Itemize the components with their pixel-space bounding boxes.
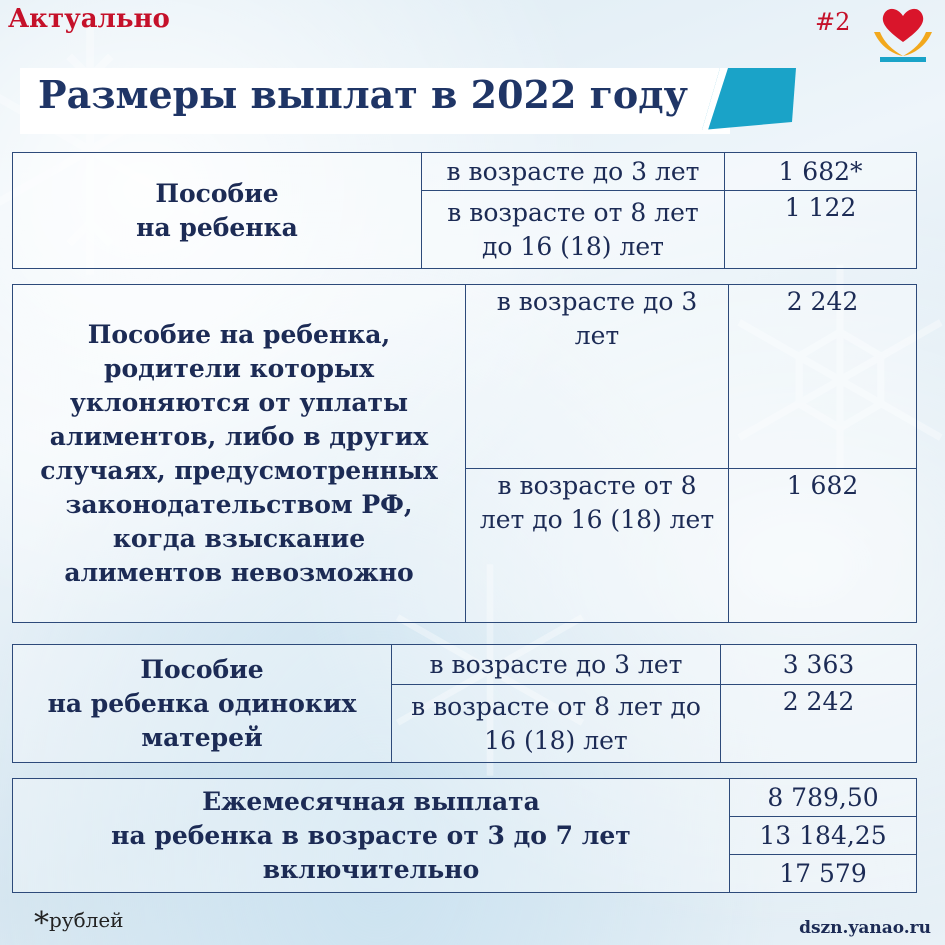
age-text: в возрасте от 8 лет до 16 (18) лет (411, 691, 701, 755)
payment-name-text: Ежемесячная выплата на ребенка в возрасте от 3 до 7 лет включительно (111, 786, 631, 884)
title-accent-shape (698, 64, 798, 136)
footnote (34, 900, 124, 941)
age-cell: в возрасте до 3 лет (422, 153, 725, 191)
page-title: Размеры выплат в 2022 году (38, 72, 688, 117)
benefit-name-line: Пособие на ребенка (136, 178, 298, 242)
benefit-name (13, 645, 392, 763)
footnote-star: * (34, 906, 49, 941)
child-benefit-table (12, 152, 917, 269)
age-cell (466, 469, 729, 623)
footnote-text: рублей (49, 908, 124, 932)
monthly-payment-table (12, 778, 917, 893)
age-cell: в возрасте до 3 лет (392, 645, 721, 685)
issue-number: #2 (815, 8, 851, 36)
category-label: Актуально (8, 4, 170, 34)
age-cell (392, 685, 721, 763)
amount-cell: 1 682* (725, 153, 917, 191)
age-text: в возрасте от 8 лет до 16 (18) лет (479, 471, 715, 534)
benefit-name-text: Пособие на ребенка одиноких матерей (47, 654, 357, 752)
amount-cell: 3 363 (721, 645, 917, 685)
amount-cell: 1 122 (725, 191, 917, 269)
website-link[interactable]: dszn.yanao.ru (799, 918, 931, 938)
alimony-benefit-table (12, 284, 917, 623)
single-mother-benefit-table (12, 644, 917, 763)
amount-cell: 2 242 (729, 285, 917, 469)
benefit-name (13, 285, 466, 623)
amount-cell: 13 184,25 (730, 817, 917, 855)
amount-cell: 17 579 (730, 855, 917, 893)
amount-cell: 2 242 (721, 685, 917, 763)
age-text: в возрасте до 3 лет (496, 287, 698, 350)
benefit-name-text: Пособие на ребенка, родители которых уклоняются от уплаты алиментов, либо в других случаях, предусмотренных законодательством РФ, когда взыскание алиментов невозможно (40, 319, 438, 587)
age-text: в возрасте от 8 лет до 16 (18) лет (447, 197, 699, 261)
age-cell (422, 191, 725, 269)
payment-name (13, 779, 730, 893)
benefit-name (13, 153, 422, 269)
amount-cell: 1 682 (729, 469, 917, 623)
heart-hands-logo-icon (866, 2, 940, 66)
amount-cell: 8 789,50 (730, 779, 917, 817)
age-cell (466, 285, 729, 469)
